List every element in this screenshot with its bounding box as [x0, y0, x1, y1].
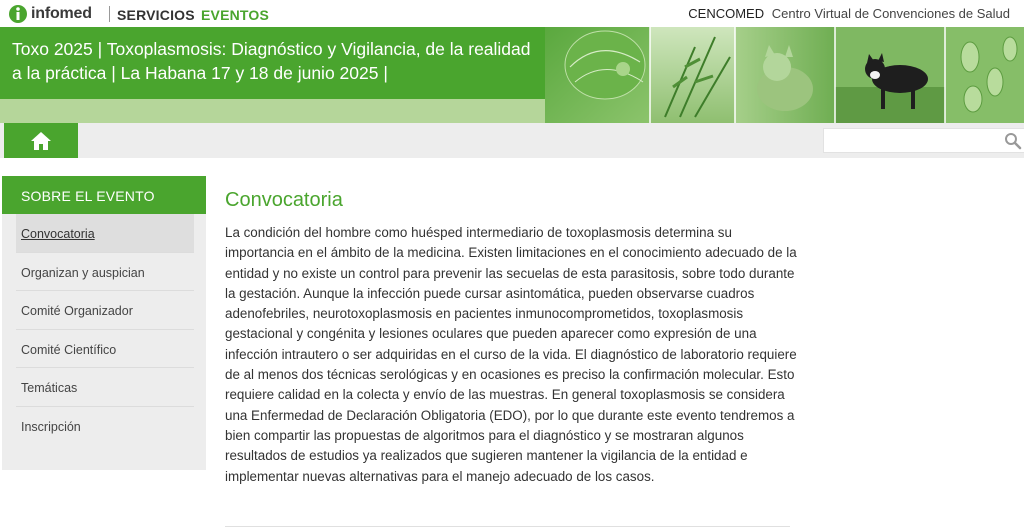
sidebar-item-organizan[interactable]: Organizan y auspician — [16, 253, 194, 292]
content-divider — [225, 526, 790, 527]
page-title: Convocatoria — [225, 189, 343, 211]
sidebar-heading: SOBRE EL EVENTO — [2, 176, 206, 214]
banner-photo-collage — [545, 27, 1024, 123]
top-divider — [109, 6, 110, 22]
sidebar-item-comite-cientifico[interactable]: Comité Científico — [16, 330, 194, 369]
convocatoria-text: La condición del hombre como huésped intermediario de toxoplasmosis determina su importancia en el ámbito de la medicina. Existen limitaciones en el conocimiento adecuado de la entidad y no existe un control para prevenir las secuelas de esta parasitosis, sobre todo durante la gestación. Aunque la infección puede cursar asintomática, pueden observarse cuadros adenofebriles, neurotoxoplasmosis en pacientes inmunocomprometidos, toxoplasmosis gestacional y congénita y lesiones oculares que pueden aparecer como expresión de una infección intrautero o ser adquiridas en el curso de la vida. El diagnóstico de laboratorio requiere de al menos dos técnicas serológicas y en ocasiones es preciso la confirmación molecular. Esto requiere calidad en la colecta y envío de las muestras. En general toxoplasmosis se considera una Enfermedad de Declaración Obligatoria (EDO), por lo que durante este evento tendremos a bien compartir las propuestas de algoritmos para el diagnóstico y se mostraran algunos resultados de estudios ya realizados que sugieren mantener la vigilancia de la entidad e implementar nuevas alternativas para el manejo adecuado de los casos. — [225, 225, 797, 484]
servicios-link[interactable]: SERVICIOS — [117, 7, 195, 23]
search-input[interactable] — [823, 128, 1024, 153]
top-bar — [0, 0, 1024, 27]
event-banner — [0, 27, 1024, 123]
home-button[interactable] — [4, 123, 78, 158]
sidebar-item-comite-organizador[interactable]: Comité Organizador — [16, 291, 194, 330]
sidebar-item-tematicas[interactable]: Temáticas — [16, 368, 194, 407]
infomed-logo-icon — [8, 4, 28, 24]
sidebar-menu — [16, 214, 194, 446]
cencomed-short: CENCOMED — [688, 6, 765, 21]
home-icon — [30, 131, 52, 151]
nav-bar — [0, 123, 1024, 158]
eventos-link[interactable]: EVENTOS — [201, 7, 270, 23]
sidebar-item-inscripcion[interactable]: Inscripción — [21, 419, 81, 434]
search-icon[interactable] — [1004, 132, 1022, 150]
sidebar — [2, 176, 206, 470]
cencomed-link[interactable] — [688, 6, 1010, 21]
banner-title: Toxo 2025 | Toxoplasmosis: Diagnóstico y Vigilancia, de la realidad a la práctica | La Habana 17 y 18 de junio 2025 | — [12, 39, 531, 83]
logo-text: infomed — [31, 5, 92, 22]
sidebar-item-convocatoria[interactable]: Convocatoria — [16, 214, 194, 253]
cencomed-long: Centro Virtual de Convenciones de Salud — [771, 6, 1010, 21]
infomed-logo[interactable] — [8, 4, 92, 24]
